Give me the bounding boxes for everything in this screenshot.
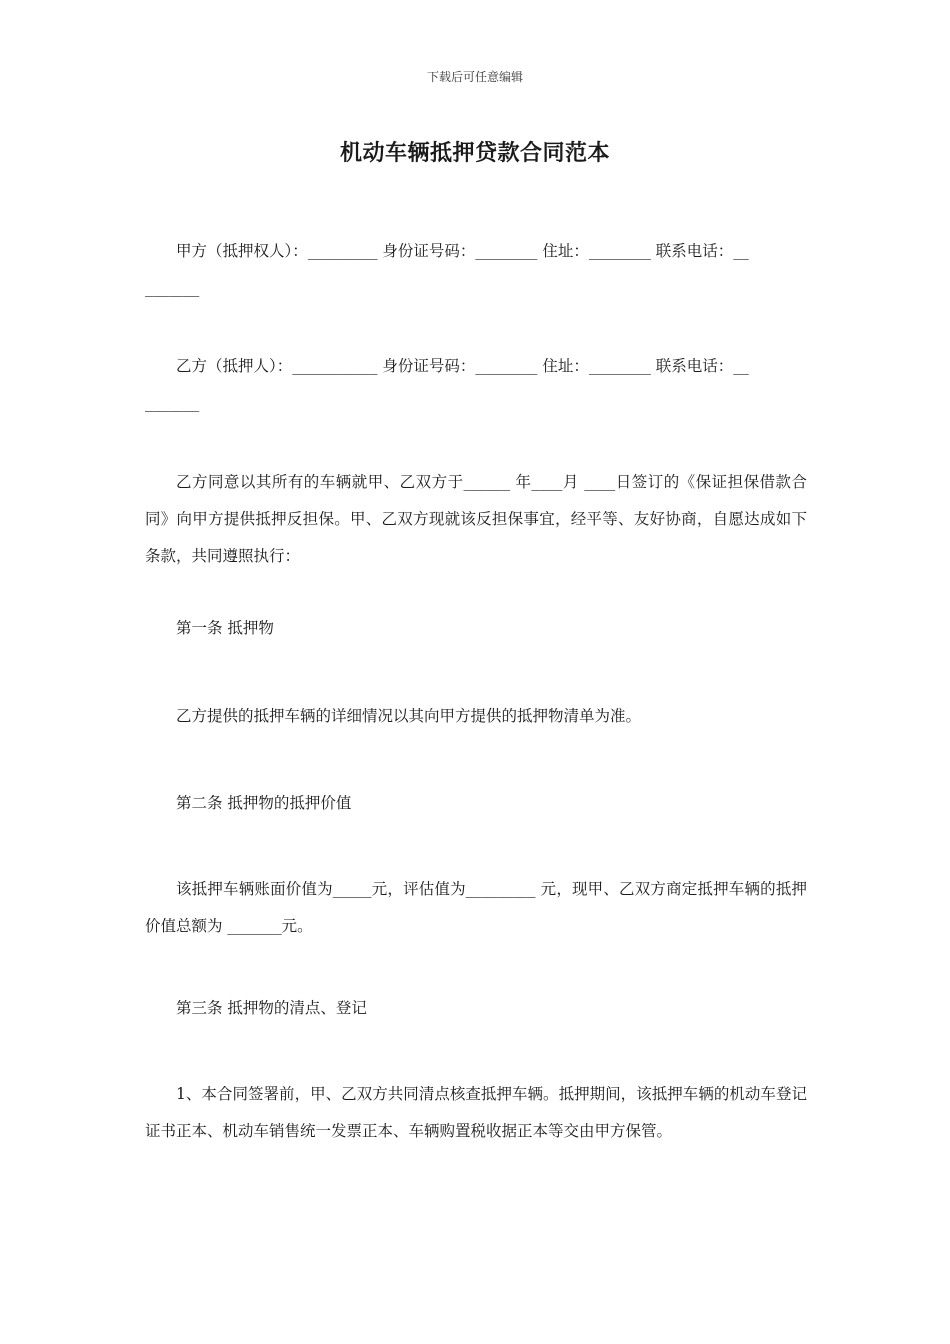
article-2-text: 该抵押车辆账面价值为_____元，评估值为_________ 元，现甲、乙双方商定抵押车辆的抵押价值总额为 _______元。	[145, 880, 807, 935]
party-a-line: 甲方（抵押权人）：_________ 身份证号码：________ 住址：________ 联系电话：__	[176, 242, 749, 260]
article-3-heading: 第三条 抵押物的清点、登记	[176, 999, 367, 1017]
document-title: 机动车辆抵押贷款合同范本	[339, 140, 610, 166]
party-b-line-continuation: _______	[145, 394, 200, 412]
article-1-text: 乙方提供的抵押车辆的详细情况以其向甲方提供的抵押物清单为准。	[176, 707, 642, 725]
intro-paragraph: 乙方同意以其所有的车辆就甲、乙双方于______ 年____月 ____日签订的《保证担保借款合同》向甲方提供抵押反担保。甲、乙双方现就该反担保事宜，经平等、友好协商，自愿达成如下条款，共同遵照执行：	[145, 473, 807, 565]
party-b-block	[145, 348, 807, 422]
article-2-heading: 第二条 抵押物的抵押价值	[176, 794, 352, 812]
party-a-line-continuation: _______	[145, 279, 200, 297]
header-note: 下载后可任意编辑	[426, 70, 523, 84]
party-b-line: 乙方（抵押人）：___________ 身份证号码：________ 住址：________ 联系电话：__	[176, 357, 749, 375]
article-3-text: 1、本合同签署前，甲、乙双方共同清点核查抵押车辆。抵押期间，该抵押车辆的机动车登记证书正本、机动车销售统一发票正本、车辆购置税收据正本等交由甲方保管。	[145, 1085, 807, 1140]
party-a-block	[145, 233, 807, 307]
article-1-heading: 第一条 抵押物	[176, 619, 274, 637]
